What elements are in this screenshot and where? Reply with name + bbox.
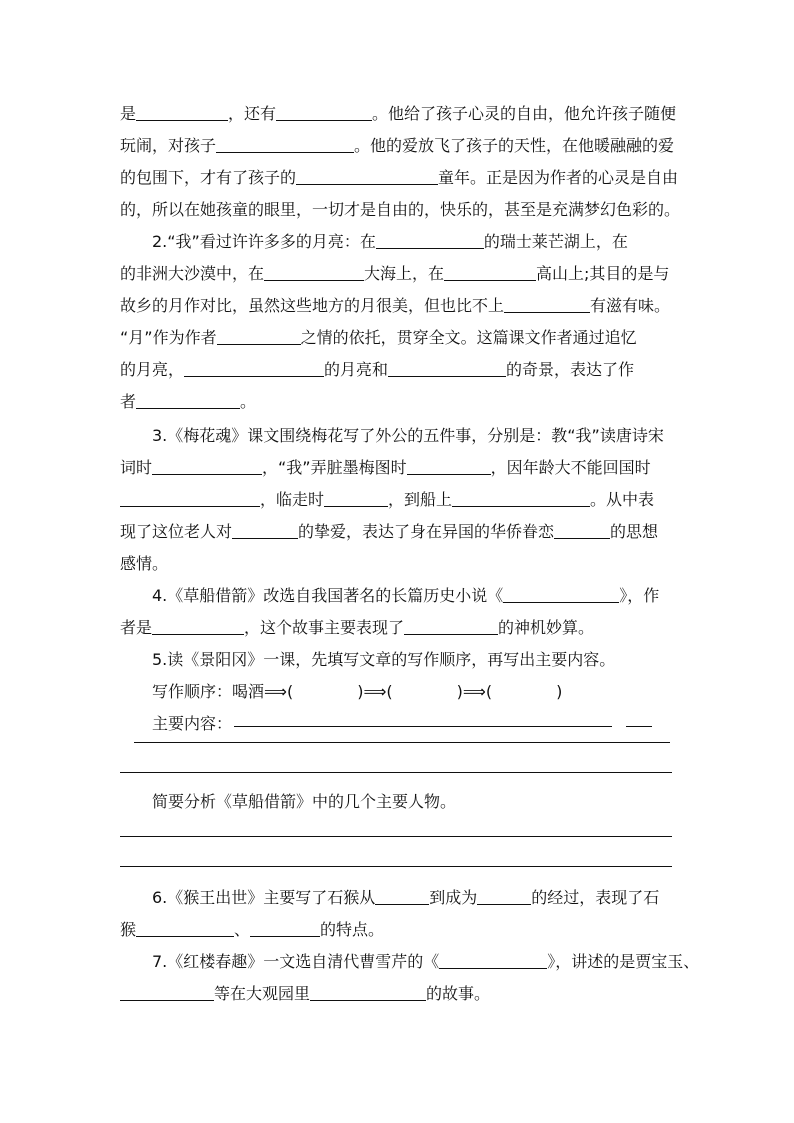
text-line: 的非洲大沙漠中，在 大海上，在 高山上;其目的是与 (120, 264, 670, 283)
text-line: 的包围下，才有了孩子的 童年。正是因为作者的心灵是自由 (120, 168, 679, 187)
double-arrow-icon: ⟹ (264, 682, 287, 701)
text-line: 故乡的月作对比，虽然这些地方的月很美，但也比不上 有滋有味。 (120, 296, 671, 315)
answer-blank[interactable] (232, 522, 298, 539)
text-line: 感情。 (120, 554, 169, 573)
answer-blank[interactable] (276, 104, 372, 121)
answer-blank[interactable] (324, 490, 388, 507)
answer-line[interactable] (626, 726, 652, 727)
question-2-line: 2.“我”看过许许多多的月亮：在 的瑞士莱芒湖上，在 (152, 232, 628, 251)
answer-blank[interactable] (404, 618, 498, 635)
answer-blank[interactable] (503, 586, 619, 603)
answer-blank[interactable] (120, 490, 260, 507)
text-line: 现了这位老人对 的挚爱，表达了身在异国的华侨眷恋 的思想 (120, 522, 659, 541)
answer-blank[interactable] (296, 168, 438, 185)
main-content-label: 主要内容： (152, 714, 233, 733)
answer-blank[interactable] (375, 888, 429, 905)
question-6-line: 6.《猴王出世》主要写了石猴从 到成为 的经过，表现了石 (152, 888, 660, 907)
answer-blank[interactable] (407, 458, 491, 475)
writing-order-line: 写作顺序：喝酒⟹( )⟹( )⟹( ) (152, 682, 563, 701)
answer-blank[interactable] (216, 136, 354, 153)
answer-blank[interactable] (136, 104, 228, 121)
answer-blank[interactable] (152, 458, 262, 475)
answer-line[interactable] (120, 772, 672, 773)
answer-blank[interactable] (264, 264, 364, 281)
question-3-line: 3.《梅花魂》课文围绕梅花写了外公的五件事，分别是：教“我”读唐诗宋 (152, 426, 664, 445)
text-line: 的，所以在她孩童的眼里，一切才是自由的，快乐的，甚至是充满梦幻色彩的。 (120, 200, 681, 219)
answer-blank[interactable] (250, 920, 320, 937)
text-line: “月”作为作者 之情的依托，贯穿全文。这篇课文作者通过追忆 (120, 328, 637, 347)
answer-blank[interactable] (136, 392, 240, 409)
question-5-line: 5.读《景阳冈》一课，先填写文章的写作顺序，再写出主要内容。 (152, 650, 616, 669)
text-line: 玩闹，对孩子 。他的爱放飞了孩子的天性，在他暖融融的爱 (120, 136, 675, 155)
text-line: 猴 、 的特点。 (120, 920, 385, 939)
answer-line[interactable] (120, 866, 672, 867)
answer-blank[interactable] (376, 232, 484, 249)
answer-line[interactable] (234, 726, 612, 727)
answer-blank[interactable] (136, 920, 234, 937)
answer-blank[interactable] (388, 360, 506, 377)
text-line: 者 。 (120, 392, 257, 411)
text-line: 词时 ，“我”弄脏墨梅图时 ，因年龄大不能回国时 (120, 458, 651, 477)
answer-blank[interactable] (310, 984, 426, 1001)
answer-blank[interactable] (152, 618, 244, 635)
text-line: 等在大观园里 的故事。 (120, 978, 680, 1010)
text-line: ，临走时 ，到船上 。从中表 (120, 484, 680, 516)
text-line: 的月亮， 的月亮和 的奇景，表达了作 (120, 360, 635, 379)
answer-blank[interactable] (439, 952, 547, 969)
answer-line[interactable] (134, 742, 670, 743)
double-arrow-icon: ⟹ (462, 682, 486, 701)
question-4-line: 4.《草船借箭》改选自我国著名的长篇历史小说《 》，作 (152, 586, 660, 605)
question-7-line: 7.《红楼春趣》一文选自清代曹雪芹的《 》，讲述的是贾宝玉、 (152, 952, 700, 971)
answer-blank[interactable] (217, 328, 301, 345)
analysis-prompt: 简要分析《草船借箭》中的几个主要人物。 (152, 792, 457, 811)
answer-blank[interactable] (504, 296, 590, 313)
answer-blank[interactable] (452, 490, 590, 507)
answer-blank[interactable] (184, 360, 324, 377)
double-arrow-icon: ⟹ (363, 682, 387, 701)
text-line: 者是 ，这个故事主要表现了 的神机妙算。 (120, 618, 595, 637)
answer-blank[interactable] (120, 984, 214, 1001)
answer-blank[interactable] (444, 264, 536, 281)
answer-blank[interactable] (477, 888, 531, 905)
answer-blank[interactable] (554, 522, 610, 539)
text-line: 是 ，还有 。他给了孩子心灵的自由，他允许孩子随便 (120, 104, 677, 123)
answer-line[interactable] (120, 836, 672, 837)
